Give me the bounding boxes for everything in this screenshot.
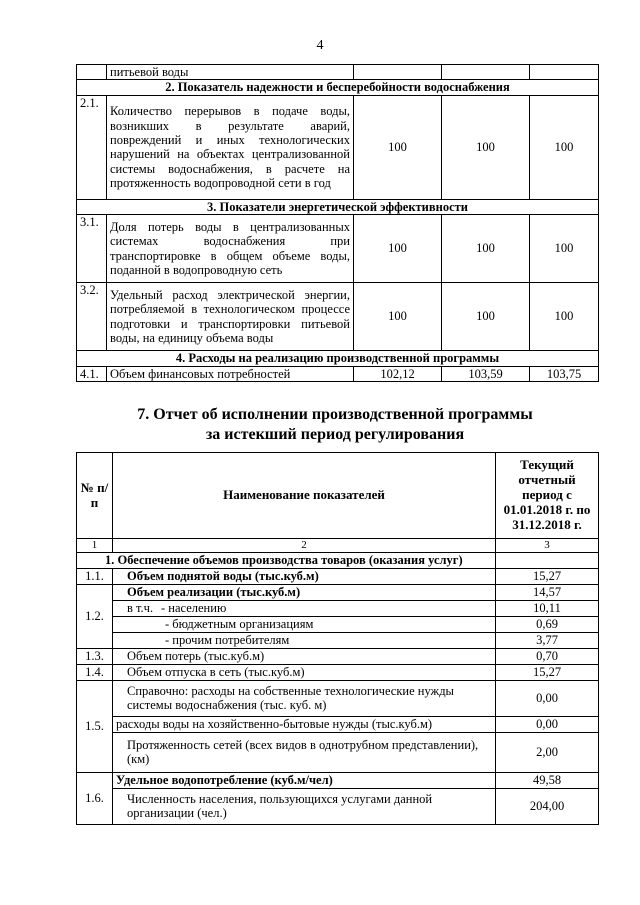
- cell-num: 1.6.: [77, 772, 113, 824]
- cell-value: 0,69: [496, 616, 599, 632]
- cell-name: - населению: [161, 600, 227, 615]
- table-row: [77, 366, 599, 381]
- cell-name: питьевой воды: [107, 65, 354, 80]
- cell-name: Численность населения, пользующихся услугами данной организации (чел.): [113, 788, 496, 824]
- cell-num: 2.1.: [77, 95, 107, 199]
- cell-num: 1.1.: [77, 568, 113, 584]
- cell-value: 2,00: [496, 732, 599, 772]
- table-row: [77, 568, 599, 584]
- cell-name: расходы воды на хозяйственно-бытовые нужды (тыс.куб.м): [113, 716, 496, 732]
- table-row: [77, 616, 599, 632]
- cell-value: 102,12: [354, 366, 442, 381]
- table-row: [77, 732, 599, 772]
- cell-value: 100: [530, 283, 599, 351]
- index-cell: 3: [496, 539, 599, 553]
- cell-value: 100: [354, 95, 442, 199]
- table-row: [77, 584, 599, 600]
- section-row: [77, 552, 599, 568]
- section-row: [77, 199, 599, 214]
- table-row: [77, 664, 599, 680]
- cell-name: Объем отпуска в сеть (тыс.куб.м): [113, 664, 496, 680]
- table-row: [77, 648, 599, 664]
- cell-value: 15,27: [496, 664, 599, 680]
- cell-name: Доля потерь воды в централизованных системах водоснабжения при транспортировке в общем объеме воды, поданной в водопроводную сеть: [107, 215, 354, 283]
- table-row: [77, 65, 599, 80]
- cell-name: Объем финансовых потребностей: [107, 366, 354, 381]
- cell-value: 3,77: [496, 632, 599, 648]
- cell-name: - бюджетным организациям: [113, 616, 496, 632]
- cell-value: 100: [442, 215, 530, 283]
- cell-num: 1.3.: [77, 648, 113, 664]
- cell-value: 0,00: [496, 680, 599, 716]
- cell-value: 49,58: [496, 772, 599, 788]
- index-row: [77, 539, 599, 553]
- cell-num: 3.2.: [77, 283, 107, 351]
- page-number: 4: [316, 38, 324, 53]
- cell-name: - прочим потребителям: [113, 632, 496, 648]
- section-row: [77, 80, 599, 95]
- index-cell: 2: [113, 539, 496, 553]
- table-row: [77, 632, 599, 648]
- table-row: [77, 788, 599, 824]
- header-num: № п/п: [77, 453, 113, 539]
- cell-num: 1.2.: [77, 584, 113, 648]
- cell-num: 3.1.: [77, 215, 107, 283]
- cell-name: Удельное водопотребление (куб.м/чел): [113, 772, 496, 788]
- section-row: [77, 351, 599, 366]
- indicators-table: [76, 64, 599, 382]
- cell-name: Справочно: расходы на собственные технологические нужды системы водоснабжения (тыс. куб. м): [113, 680, 496, 716]
- cell-value: 100: [442, 283, 530, 351]
- section-title: 1. Обеспечение объемов производства товаров (оказания услуг): [77, 552, 496, 568]
- cell-value: 15,27: [496, 568, 599, 584]
- cell-value: 103,59: [442, 366, 530, 381]
- cell-value: 103,75: [530, 366, 599, 381]
- index-cell: 1: [77, 539, 113, 553]
- table-row: [77, 772, 599, 788]
- cell-num: 4.1.: [77, 366, 107, 381]
- section-title: 4. Расходы на реализацию производственной программы: [77, 351, 599, 366]
- cell-num: 1.5.: [77, 680, 113, 772]
- table-row: [77, 283, 599, 351]
- cell-num: 1.4.: [77, 664, 113, 680]
- cell-name: Протяженность сетей (всех видов в однотрубном представлении), (км): [113, 732, 496, 772]
- cell-value: 0,00: [496, 716, 599, 732]
- table-row: [77, 600, 599, 616]
- cell-name: Объем потерь (тыс.куб.м): [113, 648, 496, 664]
- cell-name: Объем реализации (тыс.куб.м): [113, 584, 496, 600]
- cell-value: 100: [442, 95, 530, 199]
- header-row: [77, 453, 599, 539]
- table-row: [77, 680, 599, 716]
- cell-value: 14,57: [496, 584, 599, 600]
- table-row: [77, 215, 599, 283]
- report-table: [76, 452, 599, 825]
- report-heading-line1: 7. Отчет об исполнении производственной программы: [137, 406, 533, 423]
- cell-name: Удельный расход электрической энергии, потребляемой в технологическом процессе подготовки и транспортировки питьевой воды, на единицу объема воды: [107, 283, 354, 351]
- header-name: Наименование показателей: [113, 453, 496, 539]
- cell-name: Количество перерывов в подаче воды, возникших в результате аварий, повреждений и иных технологических нарушений на объектах централизованной системы водоснабжения, в расчете на протяженность водопроводной сети в год: [107, 95, 354, 199]
- cell-prefix: в т.ч.: [127, 600, 154, 615]
- cell-value: 100: [530, 215, 599, 283]
- cell-value: 0,70: [496, 648, 599, 664]
- cell-name: Объем поднятой воды (тыс.куб.м): [113, 568, 496, 584]
- section-title: 2. Показатель надежности и бесперебойности водоснабжения: [77, 80, 599, 95]
- cell-value: 100: [354, 215, 442, 283]
- cell-value: 10,11: [496, 600, 599, 616]
- report-heading-line2: за истекший период регулирования: [205, 426, 465, 443]
- header-period: Текущий отчетный период с 01.01.2018 г. по 31.12.2018 г.: [496, 453, 599, 539]
- table-row: [77, 716, 599, 732]
- cell-value: 100: [354, 283, 442, 351]
- cell-value: 204,00: [496, 788, 599, 824]
- cell-value: 100: [530, 95, 599, 199]
- section-title: 3. Показатели энергетической эффективности: [77, 199, 599, 214]
- table-row: [77, 95, 599, 199]
